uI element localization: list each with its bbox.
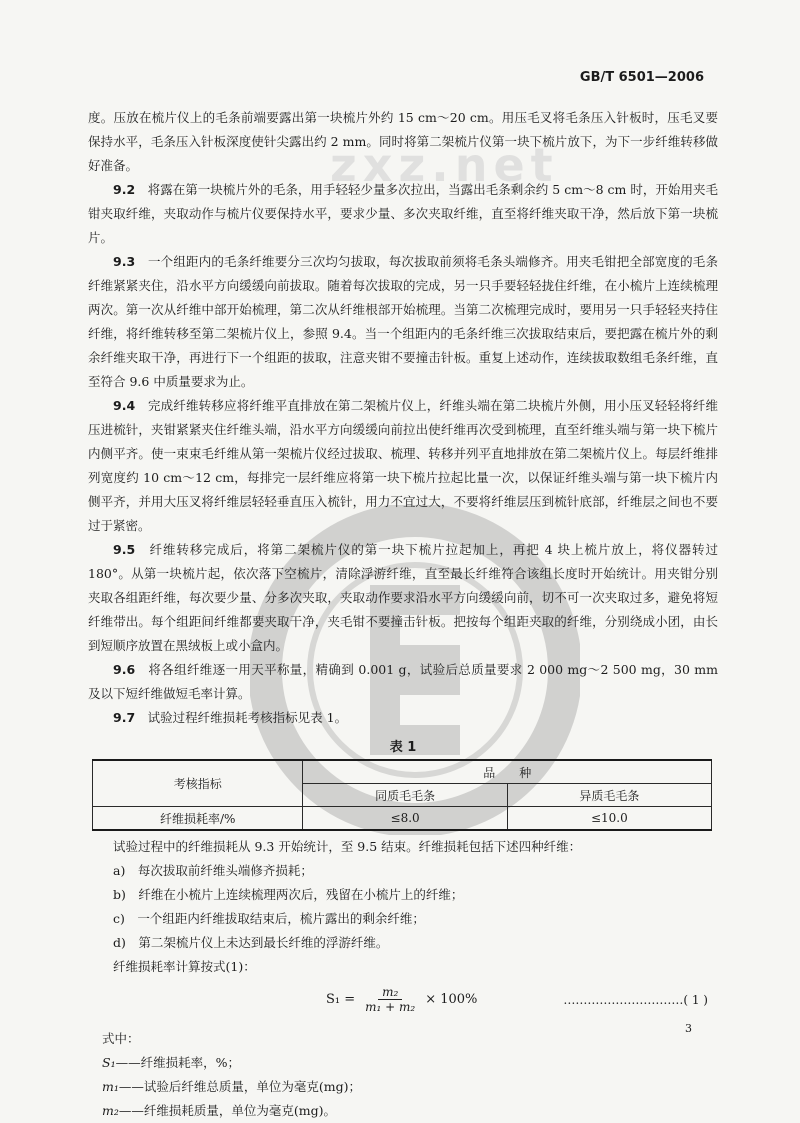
standard-header: GB/T 6501—2006 <box>579 70 704 85</box>
formula-lhs: S₁ = <box>326 992 356 1007</box>
header-homogeneous: 同质毛毛条 <box>303 784 507 807</box>
header-indicator: 考核指标 <box>93 760 303 807</box>
loss-statement: 试验过程中的纤维损耗从 9.3 开始统计，至 9.5 结束。纤维损耗包括下述四种纤维： <box>113 839 582 854</box>
table-caption: 表 1 <box>389 740 417 755</box>
paragraph-continued: 度。压放在梳片仪上的毛条前端要露出第一块梳片外约 15 cm～20 cm。用压毛叉将毛条压入针板时，压毛叉要保持水平，毛条压入针板深度使针尖露出约 2 mm。同时将第二架梳片仪第一块下梳片放下，为下一步纤维转移做好准备。 <box>88 110 718 173</box>
header-variety: 品 种 <box>303 760 712 784</box>
clause-9-7: 9.7 试验过程纤维损耗考核指标见表 1。 <box>113 710 348 725</box>
header-heterogeneous: 异质毛毛条 <box>507 784 711 807</box>
formula-numerator: m₂ <box>378 985 402 1000</box>
variable-list <box>88 1027 718 1123</box>
clause-9-2: 9.2 将露在第一块梳片外的毛条，用手轻轻少量多次拉出，当露出毛条剩余约 5 cm～8 cm 时，开始用夹毛钳夹取纤维，夹取动作与梳片仪要保持水平，要求少量、多次夹取纤维，直至将纤维夹取干净，然后放下第一块梳片。 <box>88 182 718 245</box>
variable-m2: m₂——纤维损耗质量，单位为毫克(mg)。 <box>102 1103 336 1118</box>
value-heterogeneous: ≤10.0 <box>507 807 711 831</box>
formula-block <box>88 983 718 1023</box>
clause-9-3: 9.3 一个组距内的毛条纤维要分三次均匀拔取，每次拔取前须将毛条头端修齐。用夹毛钳把全部宽度的毛条纤维紧紧夹住，沿水平方向缓缓向前拔取。随着每次拔取的完成，另一只手要轻轻拢住纤维，在小梳片上连续梳理两次。第一次从纤维中部开始梳理，第二次从纤维根部开始梳理。当第二次梳理完成时，要用另一只手轻轻夹持住纤维，将纤维转移至第二架梳片仪上，参照 9.4。当一个组距内的毛条纤维三次拔取结束后，要把露在梳片外的剩余纤维夹取干净，再进行下一个组距的拔取，注意夹钳不要撞击针板。重复上述动作，连续拔取数组毛条纤维，直至符合 9.6 中质量要求为止。 <box>88 254 718 389</box>
clause-9-4: 9.4 完成纤维转移应将纤维平直排放在第二架梳片仪上，纤维头端在第二块梳片外侧，用小压叉轻轻将纤维压进梳针，夹钳紧紧夹住纤维头端，沿水平方向缓缓向前拉出使纤维再次受到梳理，直至纤维头端与第一块下梳片内侧平齐。使一束束毛纤维从第一架梳片仪经过拔取、梳理、转移并列平直地排放在第二架梳片仪上。每层纤维排列宽度约 10 cm～12 cm，每排完一层纤维应将第一块下梳片拉起比量一次，以保证纤维头端与第一块下梳片内侧平齐，并用大压叉将纤维层轻轻垂直压入梳针，用力不宜过大，不要将纤维层压到梳针底部，纤维层之间也不要过于紧密。 <box>88 398 718 533</box>
row-label-loss-rate: 纤维损耗率/% <box>93 807 303 831</box>
variable-s1: S₁——纤维损耗率，%； <box>102 1055 240 1070</box>
equation-number: …………………………( 1 ) <box>563 993 708 1007</box>
formula-fraction <box>361 985 419 1014</box>
watermark-site: zxz.net <box>330 138 559 192</box>
loss-rate-formula <box>326 985 477 1014</box>
value-homogeneous: ≤8.0 <box>303 807 507 831</box>
variable-m1: m₁——试验后纤维总质量，单位为毫克(mg)； <box>102 1079 361 1094</box>
list-item-d: d) 第二架梳片仪上未达到最长纤维的浮游纤维。 <box>113 935 389 950</box>
list-item-b: b) 纤维在小梳片上连续梳理两次后，残留在小梳片上的纤维； <box>113 887 464 902</box>
main-content <box>88 106 718 1123</box>
formula-intro: 纤维损耗率计算按式(1)： <box>113 959 256 974</box>
loss-rate-table <box>92 759 712 831</box>
list-item-c: c) 一个组距内纤维拔取结束后，梳片露出的剩余纤维； <box>113 911 425 926</box>
page-number: 3 <box>685 1022 692 1035</box>
formula-denominator: m₁ + m₂ <box>365 1000 416 1014</box>
formula-rhs: × 100% <box>425 992 478 1007</box>
clause-9-6: 9.6 将各组纤维逐一用天平称量，精确到 0.001 g，试验后总质量要求 2 000 mg～2 500 mg，30 mm 及以下短纤维做短毛率计算。 <box>88 662 718 701</box>
where-label: 式中： <box>102 1031 140 1046</box>
clause-9-5: 9.5 纤维转移完成后，将第二架梳片仪的第一块下梳片拉起加上，再把 4 块上梳片放上，将仪器转过 180°。从第一块梳片起，依次落下空梳片，清除浮游纤维，直至最长纤维符合该组长度时开始统计。用夹钳分别夹取各组距纤维，每次要少量、分多次夹取，夹取动作要求沿水平方向缓缓向前，切不可一次夹取过多，避免将短纤维带出。每个组距间纤维都要夹取干净，夹毛钳不要撞击针板。把按每个组距夹取的纤维，分别绕成小团，由长到短顺序放置在黑绒板上或小盒内。 <box>88 542 718 653</box>
list-item-a: a) 每次拔取前纤维头端修齐损耗； <box>113 863 313 878</box>
